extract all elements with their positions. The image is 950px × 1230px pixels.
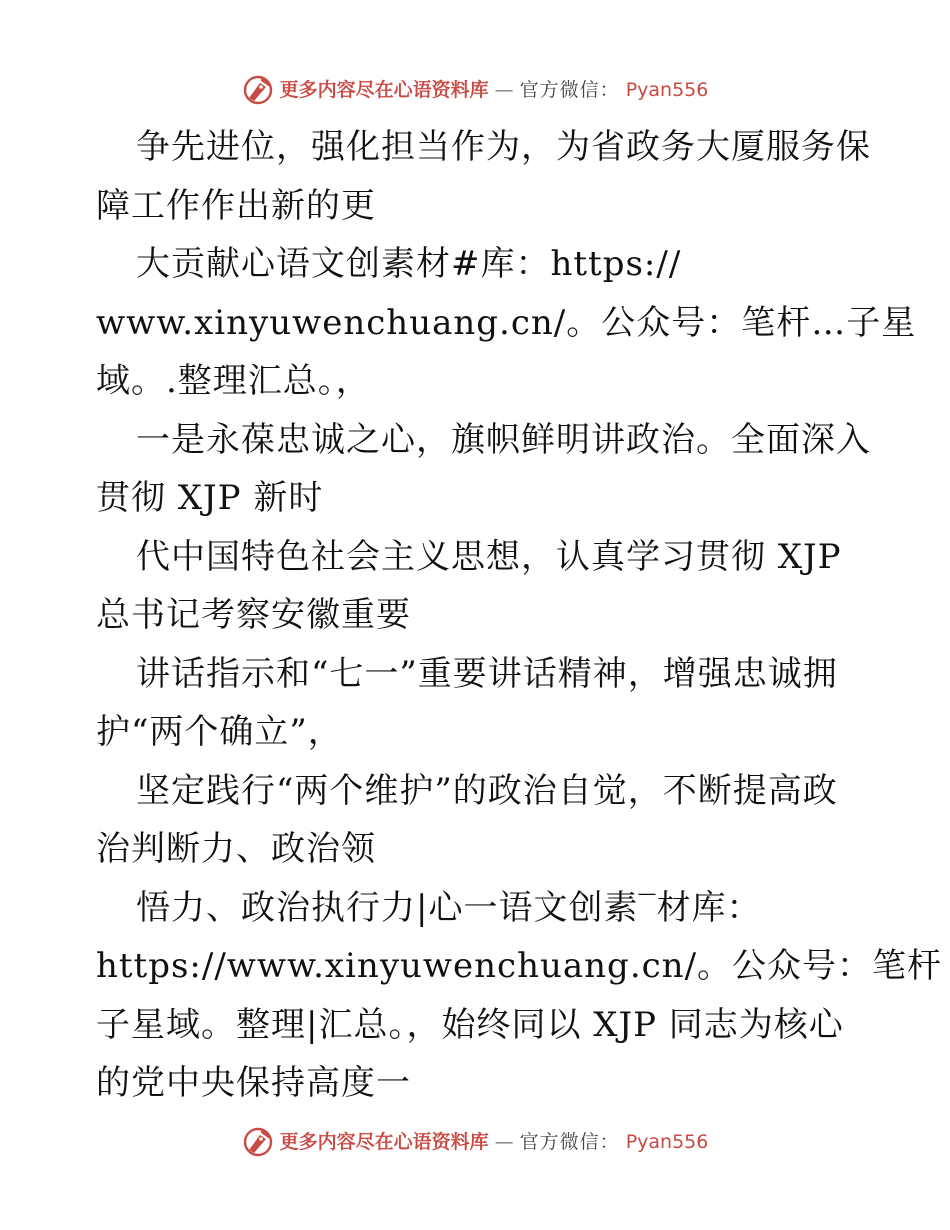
body-line: 悟力、政治执行力|心一语文创素‾材库：: [136, 887, 762, 928]
body-line: 护“两个确立”，: [96, 712, 343, 752]
body-line: 子星域。整理|汇总。，始终同以 XJP 同志为核心: [96, 1004, 844, 1045]
banner-separator: —: [494, 1131, 514, 1153]
banner-wechat-id: Pyan556: [625, 1131, 709, 1153]
header-watermark-banner: [0, 74, 950, 106]
banner-wechat-label: 官方微信：: [519, 79, 620, 101]
body-line: 总书记考察安徽重要: [96, 595, 411, 635]
banner-wechat-id: Pyan556: [625, 79, 709, 101]
banner-lead-text: 更多内容尽在心语资料库: [279, 1131, 489, 1153]
body-line: 治判断力、政治领: [96, 829, 376, 869]
body-line: https://www.xinyuwenchuang.cn/。公众号：笔杆: [96, 946, 943, 986]
body-line: 域。.整理汇总。，: [96, 361, 371, 401]
banner-lead-text: 更多内容尽在心语资料库: [279, 79, 489, 101]
footer-watermark-banner: [0, 1126, 950, 1158]
body-line: 贯彻 XJP 新时: [96, 478, 324, 518]
body-line: 争先进位，强化担当作为，为省政务大厦服务保: [136, 127, 871, 167]
banner-wechat-label: 官方微信：: [519, 1131, 620, 1153]
document-body: [96, 118, 943, 1113]
body-line: 障工作作出新的更: [96, 185, 376, 226]
body-line: 的党中央保持高度一: [96, 1063, 411, 1103]
banner-separator: —: [494, 79, 514, 101]
body-line: 讲话指示和“七一”重要讲话精神，增强忠诚拥: [136, 653, 838, 694]
body-line: 坚定践行“两个维护”的政治自觉，不断提高政: [136, 770, 838, 811]
pen-nib-logo-icon: [242, 1126, 274, 1158]
body-line: 代中国特色社会主义思想，认真学习贯彻 XJP: [136, 536, 842, 577]
pen-nib-logo-icon: [242, 74, 274, 106]
body-line: 大贡献心语文创素材#库：https://: [136, 244, 682, 284]
body-line: www.xinyuwenchuang.cn/。公众号：笔杆…子星: [96, 302, 917, 343]
body-line: 一是永葆忠诚之心，旗帜鲜明讲政治。全面深入: [136, 419, 871, 460]
